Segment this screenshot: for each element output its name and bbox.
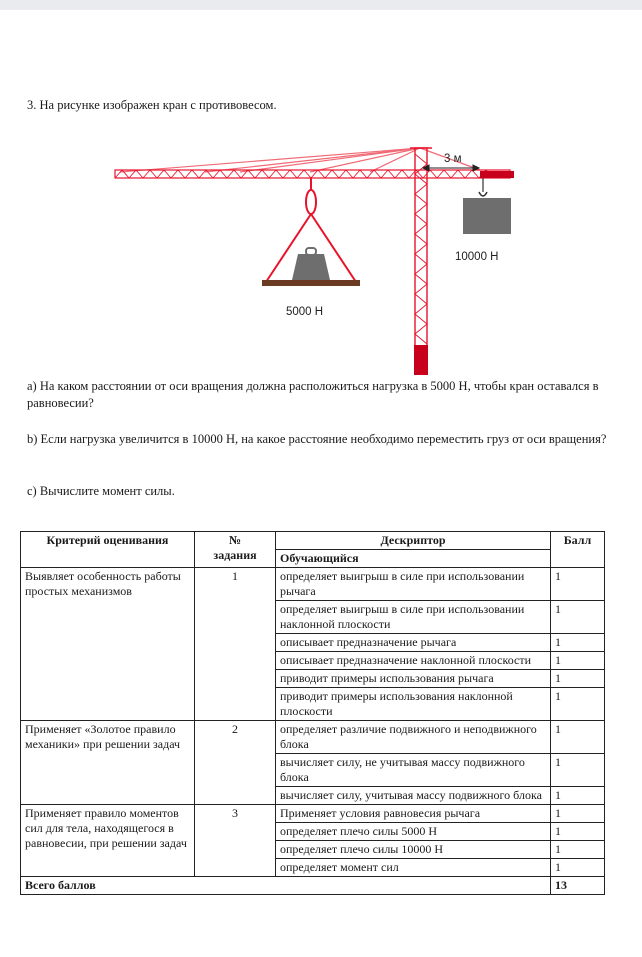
descriptor-cell: определяет выигрыш в силе при использовании рычага — [276, 568, 551, 601]
table-row — [21, 805, 605, 823]
crane-figure — [110, 140, 530, 380]
load-label: 5000 Н — [286, 306, 324, 318]
score-cell: 1 — [551, 634, 605, 652]
score-cell: 1 — [551, 859, 605, 877]
question-part-b: b) Если нагрузка увеличится в 10000 Н, на какое расстояние необходимо переместить груз от оси вращения? — [27, 432, 607, 446]
table-header-row — [21, 532, 605, 550]
header-descriptor: Дескриптор — [276, 532, 551, 550]
criterion-cell: Выявляет особенность работы простых механизмов — [21, 568, 195, 721]
descriptor-cell: Применяет условия равновесия рычага — [276, 805, 551, 823]
distance-label: 3 м — [444, 153, 462, 165]
mast-base — [414, 345, 428, 375]
descriptor-cell: приводит примеры использования наклонной плоскости — [276, 688, 551, 721]
total-score: 13 — [551, 877, 605, 895]
weight-icon — [292, 254, 330, 280]
counterweight-assembly — [463, 178, 511, 234]
score-cell: 1 — [551, 568, 605, 601]
question-title: 3. На рисунке изображен кран с противовесом. — [27, 98, 277, 112]
load-5000-assembly — [262, 178, 360, 286]
score-cell: 1 — [551, 688, 605, 721]
score-cell: 1 — [551, 805, 605, 823]
score-cell: 1 — [551, 841, 605, 859]
total-label: Всего баллов — [21, 877, 551, 895]
score-cell: 1 — [551, 721, 605, 754]
assessment-table — [20, 531, 605, 895]
score-cell: 1 — [551, 601, 605, 634]
counterweight-label: 10000 Н — [455, 251, 499, 263]
descriptor-cell: описывает предназначение рычага — [276, 634, 551, 652]
task-cell: 1 — [195, 568, 276, 721]
table-row — [21, 568, 605, 601]
score-cell: 1 — [551, 670, 605, 688]
table-row — [21, 721, 605, 754]
criterion-cell: Применяет «Золотое правило механики» при решении задач — [21, 721, 195, 805]
descriptor-cell: приводит примеры использования рычага — [276, 670, 551, 688]
header-criterion: Критерий оценивания — [21, 532, 195, 568]
header-descriptor-sub: Обучающийся — [276, 550, 551, 568]
question-part-c: c) Вычислите момент силы. — [27, 484, 175, 498]
descriptor-cell: вычисляет силу, не учитывая массу подвижного блока — [276, 754, 551, 787]
descriptor-cell: определяет различие подвижного и неподвижного блока — [276, 721, 551, 754]
question-part-a: а) На каком расстоянии от оси вращения должна расположиться нагрузка в 5000 Н, чтобы кран оставался в равновесии? — [27, 379, 599, 410]
header-task-no: № задания — [195, 532, 276, 568]
descriptor-cell: определяет выигрыш в силе при использовании наклонной плоскости — [276, 601, 551, 634]
descriptor-cell: вычисляет силу, учитывая массу подвижного блока — [276, 787, 551, 805]
score-cell: 1 — [551, 754, 605, 787]
task-cell: 2 — [195, 721, 276, 805]
criterion-cell: Применяет правило моментов сил для тела, находящегося в равновесии, при решении задач — [21, 805, 195, 877]
total-row — [21, 877, 605, 895]
descriptor-cell: определяет момент сил — [276, 859, 551, 877]
descriptor-cell: определяет плечо силы 10000 Н — [276, 841, 551, 859]
score-cell: 1 — [551, 787, 605, 805]
crane-mast — [410, 148, 432, 375]
task-cell: 3 — [195, 805, 276, 877]
top-bar — [0, 0, 642, 10]
descriptor-cell: определяет плечо силы 5000 Н — [276, 823, 551, 841]
score-cell: 1 — [551, 652, 605, 670]
header-score: Балл — [551, 532, 605, 568]
descriptor-cell: описывает предназначение наклонной плоскости — [276, 652, 551, 670]
score-cell: 1 — [551, 823, 605, 841]
